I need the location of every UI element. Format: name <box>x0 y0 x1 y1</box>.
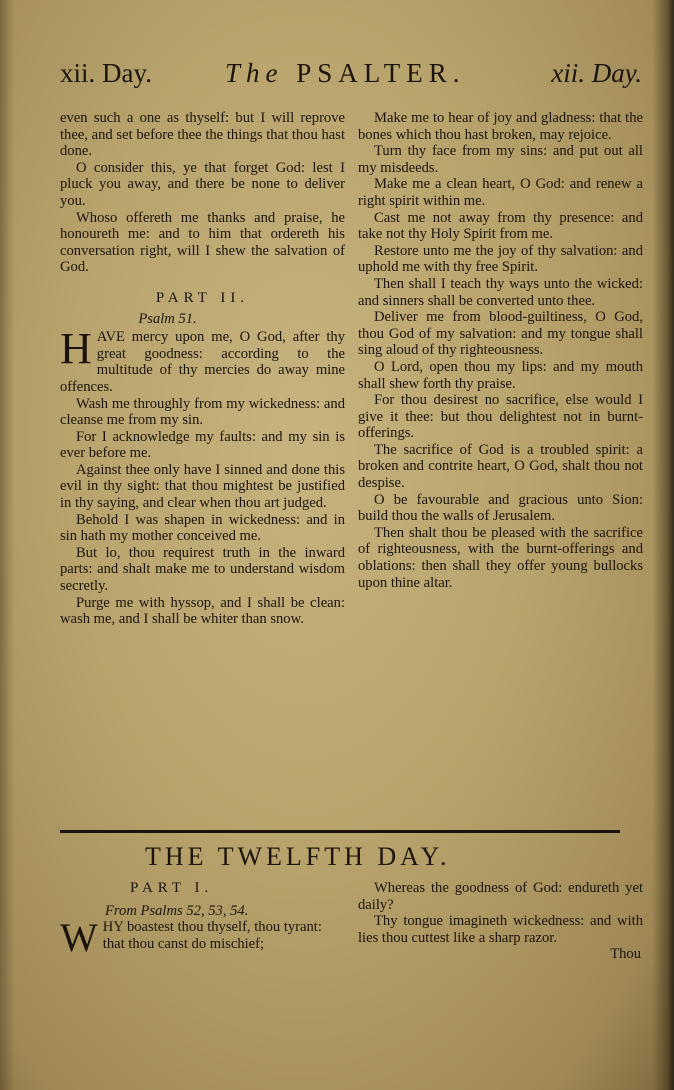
verse: Then shall I teach thy ways unto the wicked: and sinners shall be converted unto thee. <box>358 275 643 309</box>
left-column <box>60 110 345 628</box>
verse: But lo, thou requirest truth in the inward parts: and shalt make me to understand wisdom secretly. <box>60 544 345 595</box>
day-left-column <box>60 880 345 961</box>
verse: Then shalt thou be pleased with the sacrifice of righteousness, with the burnt-offerings and oblations: then shall they offer young bullocks upon thine altar. <box>358 524 643 591</box>
header-title <box>225 58 466 89</box>
verse: Cast me not away from thy presence: and take not thy Holy Spirit from me. <box>358 209 643 243</box>
running-header <box>60 58 642 98</box>
verse: Make me a clean heart, O God: and renew a right spirit within me. <box>358 176 643 209</box>
psalm-reference: Psalm 51. <box>138 310 197 327</box>
verse: O Lord, open thou my lips: and my mouth shall shew forth thy praise. <box>358 358 643 392</box>
verse-text: HY boastest thou thyself, thou tyrant: that thou canst do mischief; <box>102 919 322 952</box>
verse-text: AVE mercy upon me, O God, after thy great goodness: according to the multitude of thy mercies do away mine offences. <box>60 329 345 395</box>
psalm-reference: From Psalms 52, 53, 54. <box>105 902 249 919</box>
verse: O be favourable and gracious unto Sion: build thou the walls of Jerusalem. <box>358 491 643 525</box>
verse: Turn thy face from my sins: and put out all my misdeeds. <box>358 143 643 176</box>
verse: For thou desirest no sacrifice, else would I give it thee: but thou delightest not in burnt-offerings. <box>358 392 643 442</box>
part-heading: PART II. <box>155 289 250 306</box>
page-shadow-right <box>652 0 674 1090</box>
verse-with-dropcap <box>60 915 345 961</box>
header-day-right: xii. Day. <box>551 58 642 88</box>
part-heading: PART I. <box>130 880 214 896</box>
header-title-main: PSALTER. <box>296 58 466 88</box>
verse: Deliver me from blood-guiltiness, O God, thou God of my salvation: and my tongue shall sing aloud of thy righteousness. <box>358 309 643 359</box>
verse: Thy tongue imagineth wickedness: and with lies thou cuttest like a sharp razor. <box>358 913 643 946</box>
right-column <box>358 110 643 591</box>
verse: Purge me with hyssop, and I shall be clean: wash me, and I shall be whiter than snow. <box>60 594 345 628</box>
header-title-italic: The <box>225 58 284 88</box>
verse: For I acknowledge my faults: and my sin is ever before me. <box>60 428 345 462</box>
page-shadow-left <box>0 0 14 1090</box>
verse: Whereas the goodness of God: endureth yet daily? <box>358 880 643 913</box>
verse: even such a one as thyself: but I will reprove thee, and set before thee the things that thou hast done. <box>60 110 345 160</box>
verse-with-dropcap <box>60 324 345 395</box>
day-title: THE TWELFTH DAY. <box>145 842 451 871</box>
verse: Restore unto me the joy of thy salvation: and uphold me with thy free Spirit. <box>358 242 643 276</box>
verse: Wash me throughly from my wickedness: and cleanse me from my sin. <box>60 395 345 429</box>
verse: Make me to hear of joy and gladness: that the bones which thou hast broken, may rejoice. <box>358 110 643 143</box>
verse: O consider this, ye that forget God: lest I pluck you away, and there be none to deliver you. <box>60 159 345 209</box>
verse: The sacrifice of God is a troubled spirit: a broken and contrite heart, O God, shalt thou not despise. <box>358 441 643 492</box>
drop-cap: H <box>60 324 92 374</box>
header-day-left: xii. Day. <box>60 58 152 88</box>
verse: Against thee only have I sinned and done this evil in thy sight: that thou mightest be justified in thy saying, and clear when thou art judged. <box>60 461 345 512</box>
day-right-column <box>358 880 643 963</box>
catchword: Thou <box>610 946 641 963</box>
drop-cap: W <box>60 915 98 961</box>
section-divider <box>60 830 620 833</box>
verse: Whoso offereth me thanks and praise, he honoureth me: and to him that ordereth his conversation right, will I shew the salvation of God. <box>60 209 345 276</box>
verse: Behold I was shapen in wickedness: and in sin hath my mother conceived me. <box>60 511 345 545</box>
